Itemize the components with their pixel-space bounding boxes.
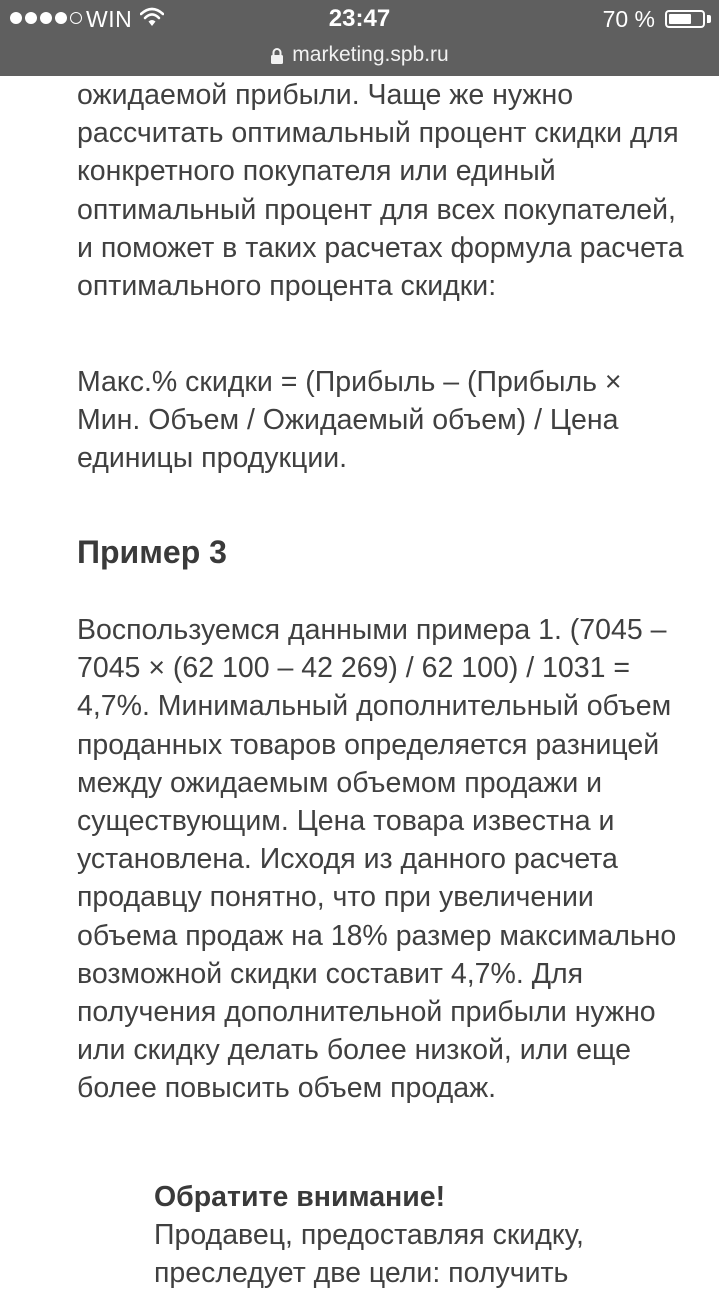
lock-icon xyxy=(270,47,284,65)
attention-note xyxy=(154,1178,654,1293)
clock: 23:47 xyxy=(328,5,391,32)
note-title: Обратите внимание! xyxy=(154,1181,446,1213)
discount-formula: Макс.% скидки = (Прибыль – (Прибыль × Мин. Объем / Ожидаемый объем) / Цена единицы продукции. xyxy=(77,366,622,475)
example-paragraph: Воспользуемся данными примера 1. (7045 – 7045 × (62 100 – 42 269) / 62 100) / 1031 = 4,7%. Минимальный дополнительный объем проданных товаров определяется разницей между ожидаемым объемом продажи и существующим. Цена товара известна и установлена. Исходя из данного расчета продавцу понятно, что при увеличении объема продаж на 18% размер максимально возможной скидки составит 4,7%. Для получения дополнительной прибыли нужно или скидку делать более низкой, или еще более повысить объем продаж. xyxy=(77,614,677,1105)
note-text: Продавец, предоставляя скидку, преследует две цели: получить xyxy=(154,1219,584,1290)
browser-top-bar xyxy=(0,0,719,76)
battery-percentage: 70 % xyxy=(602,6,655,32)
section-heading: Пример 3 xyxy=(77,534,227,570)
battery-level-fill xyxy=(669,14,691,24)
address-bar[interactable] xyxy=(0,40,719,70)
url-text: marketing.spb.ru xyxy=(292,43,449,66)
article-paragraph: ожидаемой прибыли. Чаще же нужно рассчитать оптимальный процент скидки для конкретного покупателя или единый оптимальный процент для всех покупателей, и поможет в таких расчетах формула расчета оптимального процента скидки: xyxy=(77,79,684,303)
battery-icon xyxy=(665,10,705,28)
carrier-name: WIN xyxy=(86,6,133,32)
battery-terminal xyxy=(707,15,711,23)
status-bar xyxy=(0,0,719,38)
